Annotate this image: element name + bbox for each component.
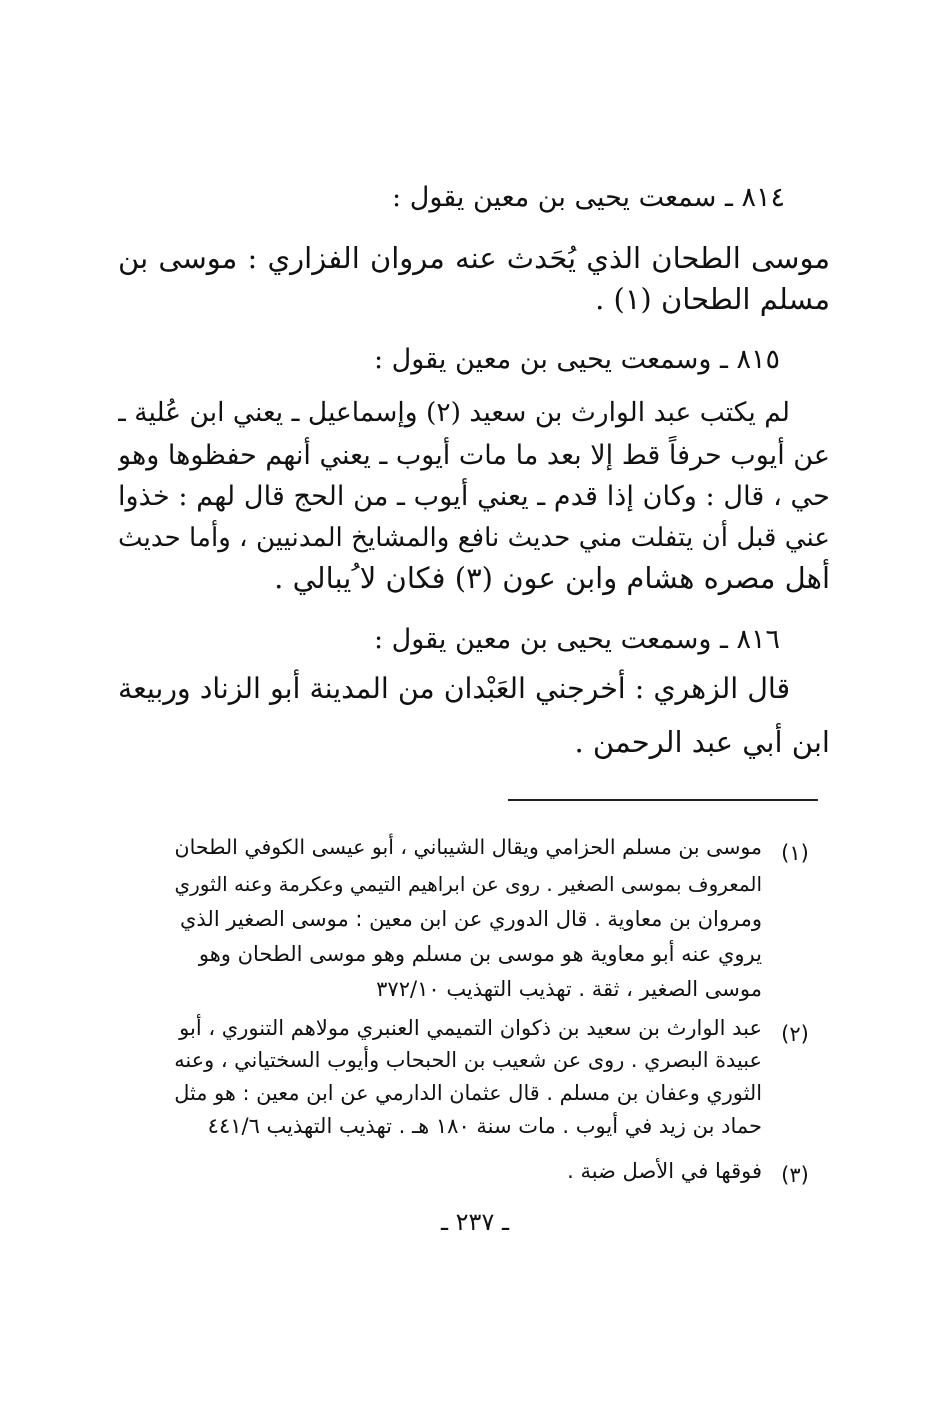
- entry-814-heading: ٨١٤ ـ سمعت يحيى بن معين يقول :: [392, 182, 785, 213]
- entry-816-line-1: قال الزهري : أخرجني العَبْدان من المدينة أبو الزناد وربيعة: [118, 672, 790, 705]
- entry-815-line-1: لم يكتب عبد الوارث بن سعيد (٢) وإسماعيل ـ يعني ابن عُلية ـ: [118, 397, 790, 428]
- footnote-2-number: (٢): [781, 1022, 809, 1046]
- entry-815-line-5: أهل مصره هشام وابن عون (٣) فكان لا ُيبالي .: [274, 561, 830, 595]
- footnote-2-line-2: عبيدة البصري . روى عن شعيب بن الحبحاب وأيوب السختياني ، وعنه: [174, 1048, 762, 1072]
- page-number: ـ ٢٣٧ ـ: [440, 1208, 509, 1236]
- entry-815-line-4: عني قبل أن يتفلت مني حديث نافع والمشايخ المدنيين ، وأما حديث: [118, 523, 830, 553]
- entry-815-line-3: حي ، قال : وكان إذا قدم ـ يعني أيوب ـ من الحج قال لهم : خذوا: [118, 481, 830, 512]
- footnote-2-line-1: عبد الوارث بن سعيد بن ذكوان التميمي العنبري مولاهم التنوري ، أبو: [179, 1016, 762, 1040]
- footnote-3-line-1: فوقها في الأصل ضبة .: [567, 1159, 762, 1183]
- entry-816-line-2: ابن أبي عبد الرحمن .: [574, 725, 830, 759]
- footnote-3-number: (٣): [781, 1163, 809, 1187]
- footnote-1-line-4: يروي عنه أبو معاوية هو موسى بن مسلم وهو موسى الطحان وهو: [198, 942, 762, 966]
- footnote-1-line-1: موسى بن مسلم الحزامي ويقال الشيباني ، أبو عيسى الكوفي الطحان: [174, 835, 762, 859]
- entry-814-line-2: مسلم الطحان (١) .: [595, 282, 830, 316]
- footnote-1-number: (١): [781, 841, 809, 865]
- entry-815-line-2: عن أيوب حرفاً قط إلا بعد ما مات أيوب ـ يعني أنهم حفظوها وهو: [118, 440, 830, 471]
- footnote-2-line-4: حماد بن زيد في أيوب . مات سنة ١٨٠ هـ . تهذيب التهذيب ٤٤١/٦: [207, 1114, 762, 1138]
- footnote-separator: [508, 799, 818, 801]
- footnote-2-line-3: الثوري وعفان بن مسلم . قال عثمان الدارمي عن ابن معين : هو مثل: [174, 1081, 762, 1105]
- footnote-1-line-5: موسى الصغير ، ثقة . تهذيب التهذيب ٣٧٢/١٠: [376, 977, 762, 1001]
- entry-814-line-1: موسى الطحان الذي يُحَدث عنه مروان الفزاري : موسى بن: [118, 241, 830, 275]
- entry-815-heading: ٨١٥ ـ وسمعت يحيى بن معين يقول :: [374, 344, 780, 375]
- entry-816-heading: ٨١٦ ـ وسمعت يحيى بن معين يقول :: [374, 624, 780, 655]
- footnote-1-line-2: المعروف بموسى الصغير . روى عن ابراهيم التيمي وعكرمة وعنه الثوري: [174, 872, 762, 896]
- footnote-1-line-3: ومروان بن معاوية . قال الدوري عن ابن معين : موسى الصغير الذي: [179, 907, 762, 931]
